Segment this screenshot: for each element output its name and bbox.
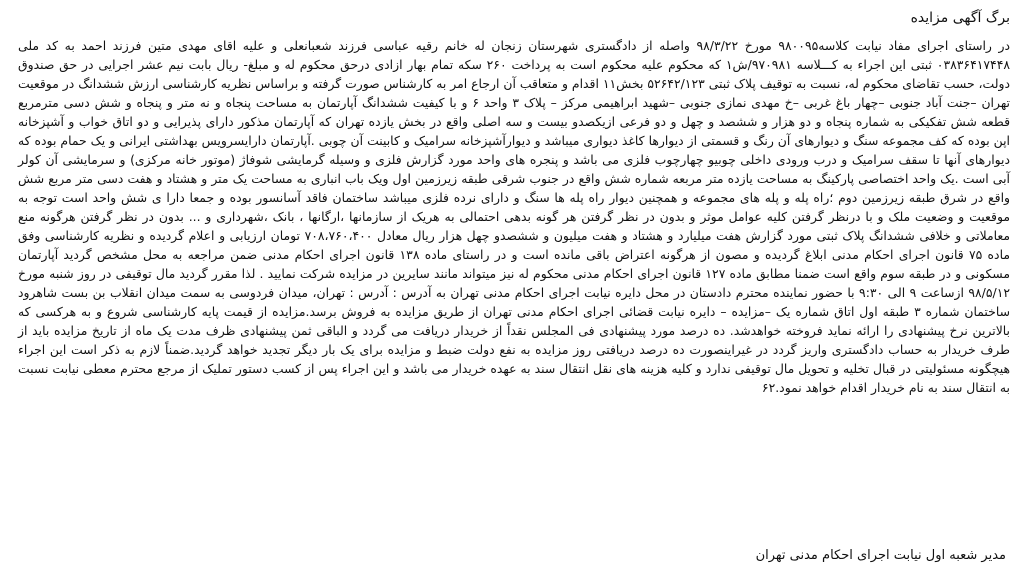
- notice-signature: مدیر شعبه اول نیابت اجرای احکام مدنی تهران: [755, 548, 1006, 563]
- notice-title: برگ آگهی مزایده: [910, 10, 1010, 26]
- notice-body: در راستای اجرای مفاد نیابت کلاسه۹۸۰۰۹۵ مورخ ۹۸/۳/۲۲ واصله از دادگستری شهرستان زنجان له خانم رقیه عباسی فرزند شعبانعلی و علیه اقای مهدی متین فرزند احمد به کد ملی ۰۳۸۳۶۴۱۷۴۴۸ ثبتی این اجراء به کـــلاسه ۹۷۰۹۸۱/ش۱ که محکوم علیه محکوم است به پرداخت ۲۶۰ سکه تمام بهار ازادی درحق محکوم له و مبلغ- ریال بابت نیم عشر اجرایی در حق صندوق دولت، حسب تقاضای محکوم له، نسبت به توقیف پلاک ثبتی ۵۲۶۴۲/۱۲۳ بخش۱۱ اقدام و متعاقب آن ارجاع امر به کارشناس صورت گرفته و براساس نظریه کارشناسی ارزش ششدانگ در موقعیت تهران –جنت آباد جنوبی –چهار باغ غربی –خ مهدی نمازی جنوبی –شهید ابراهیمی مرکز – پلاک ۳ واحد ۶ و با کیفیت ششدانگ آپارتمان به مساحت پنجاه و نه متر و پنجاه و شش دسی مترمربع قطعه شش تفکیکی به شماره پنجاه و دو هزار و ششصد و چهل و دو فرعی ازیکصدو بیست و سه اصلی واقع در بخش یازده تهران که آپارتمان مذکور دارای پذیرایی و دو اتاق خواب و آشپزخانه اپن بوده که کف مجموعه سنگ و دیوارهای آن رنگ و قسمتی از دیوارها کاغذ دیواری میباشد و دیوارآشپزخانه سرامیک و کابینت آن چوبی .آپارتمان دارایسرویس بهداشتی ایرانی و یک حمام بوده که دیوارهای آنها تا سقف سرامیک و درب ورودی داخلی چوبیو چهارچوب فلزی می باشد و پنجره های واحد مورد گزارش فلزی و وسیله گرمایشی شوفاژ (موتور خانه مرکزی) و سرمایشی آن کولر آبی است .یک واحد اختصاصی پارکینگ به مساحت یازده متر مربعه شماره شش واقع در جنوب شرقی طبقه زیرزمین اول ویک باب انباری به مساحت یک متر و هشتاد و هفت دسی متر مربع شش واقع در شرق طبقه زیرزمین دوم ؛راه پله و پله های مجموعه و همچنین دیوار راه پله ها سنگ و دارای نرده فلزی میباشد ساختمان فاقد آسانسور بوده و جمعا دارا ی شش واحد است توجه به موقعیت و وضعیت ملک و با درنظر گرفتن کلیه عوامل موثر و بدون در نظر گرفتن هر گونه بدهی احتمالی به هریک از سازمانها ،ارگانها ، بانک ،شهرداری و ... بدون در نظر گرفتن هرگونه منع معاملاتی و خلافی ششدانگ پلاک ثبتی مورد گزارش هفت میلیارد و هشتاد و هفت میلیون و ششصدو چهل هزار ریال معادل ۷۰۸،۷۶۰،۴۰۰ تومان ارزیابی و اعلام گردیده و نظریه کارشناسی وفق ماده ۷۵ قانون اجرای احکام مدنی ابلاغ گردیده و مصون از هرگونه اعتراض باقی مانده است و در راستای ماده ۱۳۸ قانون اجرای احکام مدنی ضمن مراجعه به محل مشخص گردید آپارتمان مسکونی و در طبقه سوم واقع است ضمنا مطابق ماده ۱۲۷ قانون اجرای احکام مدنی محکوم له نیز میتواند مانند سایرین در مزایده شرکت نمایید . لذا مقرر گردید مال توقیفی در روز شنبه مورخ ۹۸/۵/۱۲ ازساعت ۹ الی ۹:۳۰ با حضور نماینده محترم دادستان در محل دایره نیابت اجرای احکام مدنی تهران به آدرس : آدرس : تهران، میدان فردوسی به سمت میدان انقلاب بن بست شاهرود ساختمان شماره ۳ طبقه اول اتاق شماره یک –مزایده – دایره نیابت قضائی اجرای احکام مدنی تهران از طریق مزایده به فروش برسد.مزایده از قیمت پایه کارشناسی شروع و به هرکسی که بالاترین نرخ پیشنهادی را ارائه نماید فروخته خواهدشد. ده درصد مورد پیشنهادی فی المجلس نقداً از خریدار دریافت می گردد و الباقی ثمن پیشنهادی ظرف مدت یک ماه از تاریخ مزایده باید از طرف خریدار به حساب دادگستری واریز گردد در غیراینصورت ده درصد دریافتی روز مزایده به نفع دولت ضبط و مزایده برای یک بار دیگر تجدید خواهد گردید.ضمناً لازم به ذکر است این اجراء هیچگونه مسئولیتی در قبال تخلیه و تحویل مال توقیفی ندارد و کلیه هزینه های نقل انتقال سند به عهده خریدار می باشد و این اجراء پس از کسب دستور تملیک از مرجع محترم معطی نیابت نسبت به انتقال سند به نام خریدار اقدام خواهد نمود.۶۲: [18, 38, 1011, 395]
